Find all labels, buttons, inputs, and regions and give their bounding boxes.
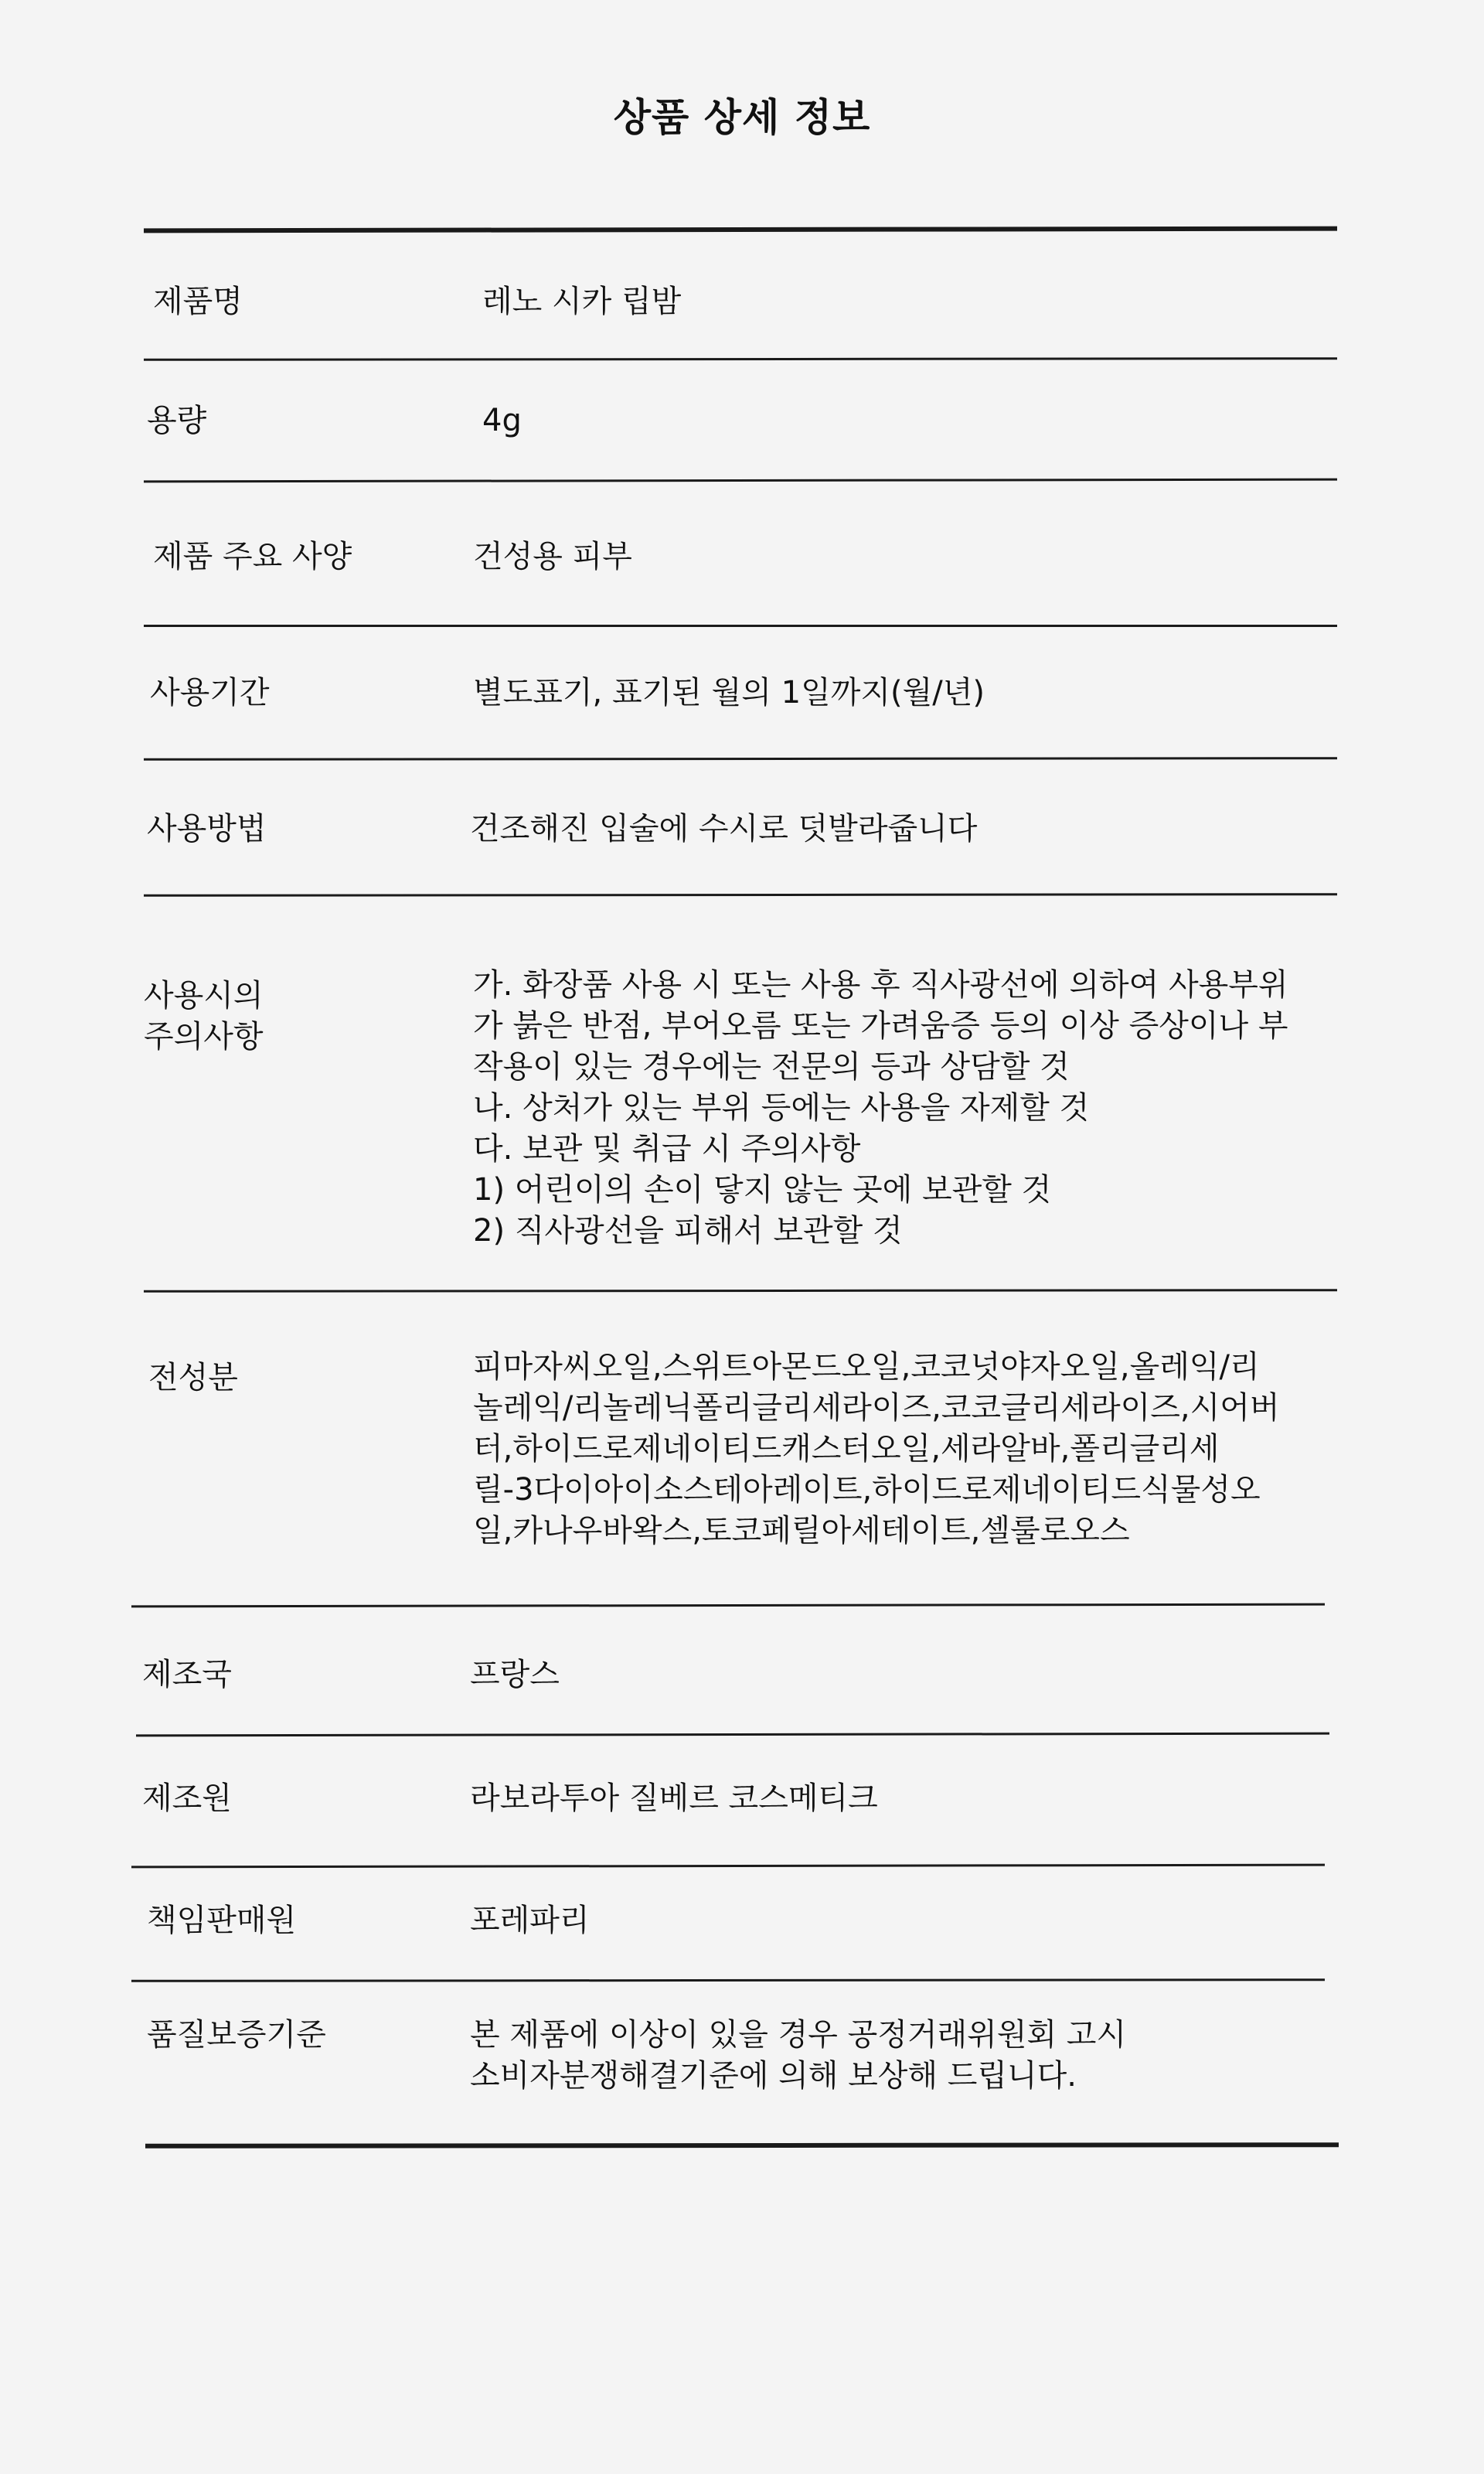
row-label-quality-standard: 품질보증기준 xyxy=(147,2017,326,2053)
row-label-distributor: 책임판매원 xyxy=(147,1903,297,1938)
row-divider xyxy=(131,1603,1325,1608)
row-divider xyxy=(131,1864,1325,1869)
row-label-ingredients: 전성분 xyxy=(148,1360,238,1395)
row-value-main-spec: 건성용 피부 xyxy=(473,539,632,574)
row-label-manufacturer: 제조원 xyxy=(142,1781,232,1816)
row-value-precautions: 가. 화장품 사용 시 또는 사용 후 직사광선에 의하여 사용부위 가 붉은 반점, 부어오름 또는 가려움증 등의 이상 증상이나 부 작용이 있는 경우에는 전문의 등과 상담할 것 나. 상처가 있는 부위 등에는 사용을 자제할 것 다. 보관 및 취급 시 주의사항 1) 어린이의 손이 닿지 않는 곳에 보관할 것 2) 직사광선을 피해서 보관할 것 xyxy=(473,967,1288,1249)
table-top-rule xyxy=(144,227,1337,233)
row-divider xyxy=(136,1733,1329,1737)
row-value-usage-period: 별도표기, 표기된 월의 1일까지(월/년) xyxy=(473,675,985,711)
row-divider xyxy=(131,1978,1325,1982)
row-value-distributor: 포레파리 xyxy=(470,1903,590,1938)
row-divider xyxy=(144,893,1337,897)
row-divider xyxy=(144,757,1337,761)
row-value-product-name: 레노 시카 립밤 xyxy=(482,284,682,319)
row-label-main-spec: 제품 주요 사양 xyxy=(153,539,352,574)
row-value-quality-standard: 본 제품에 이상이 있을 경우 공정거래위원회 고시 소비자분쟁해결기준에 의해 보상해 드립니다. xyxy=(470,2017,1127,2094)
row-value-volume: 4g xyxy=(482,403,522,438)
row-divider xyxy=(144,1289,1337,1293)
row-label-volume: 용량 xyxy=(147,403,207,438)
row-label-usage-period: 사용기간 xyxy=(150,675,270,711)
row-value-ingredients: 피마자씨오일,스위트아몬드오일,코코넛야자오일,올레익/리 놀레익/리놀레닉폴리글리세라이즈,코코글리세라이즈,시어버 터,하이드로제네이티드캐스터오일,세라알바,폴리글리세 릴-3다이아이소스테아레이트,하이드로제네이티드식물성오 일,카나우바왁스,토코페릴아세테이트,셀룰로오스 xyxy=(473,1349,1280,1549)
row-value-usage-method: 건조해진 입술에 수시로 덧발라줍니다 xyxy=(470,811,978,847)
row-label-product-name: 제품명 xyxy=(153,284,243,319)
row-divider xyxy=(144,625,1337,627)
table-bottom-rule xyxy=(145,2142,1339,2149)
row-value-manufacturer: 라보라투아 질베르 코스메티크 xyxy=(470,1781,878,1816)
row-value-country: 프랑스 xyxy=(470,1657,560,1692)
row-label-precautions: 사용시의 주의사항 xyxy=(144,978,264,1055)
row-divider xyxy=(144,357,1337,361)
row-label-usage-method: 사용방법 xyxy=(147,811,267,847)
row-label-country: 제조국 xyxy=(142,1657,232,1692)
page-title: 상품 상세 정보 xyxy=(613,95,871,140)
row-divider xyxy=(144,479,1337,483)
